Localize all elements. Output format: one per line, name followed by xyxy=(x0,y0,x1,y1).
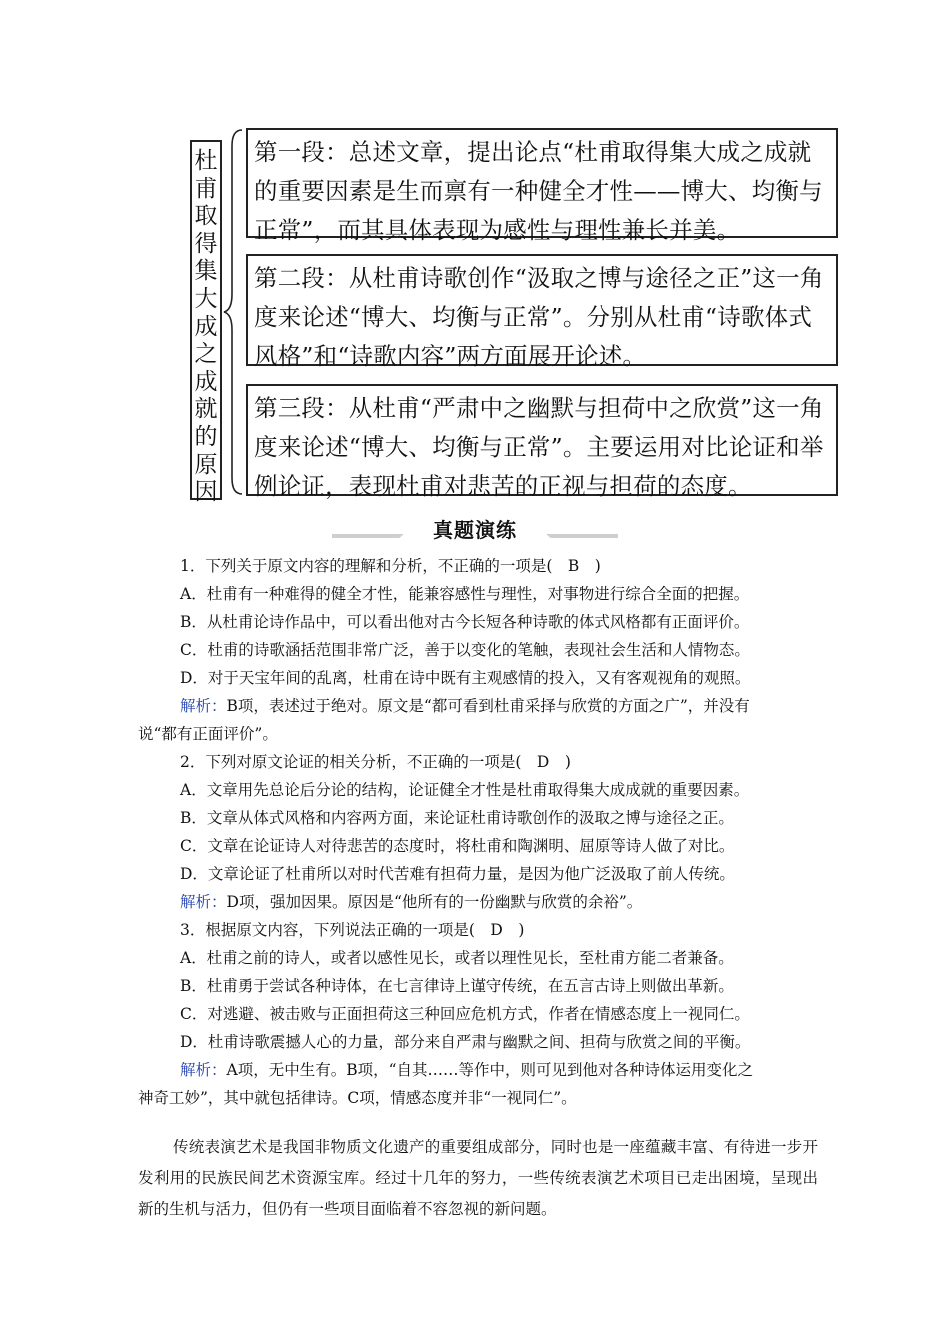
curly-brace-icon xyxy=(222,126,244,498)
explanation-label: 解析： xyxy=(180,1061,227,1079)
explanation xyxy=(138,888,818,916)
option-d: D．对于天宝年间的乱离，杜甫在诗中既有主观感情的投入，又有客观视角的观照。 xyxy=(180,669,751,687)
question-3 xyxy=(138,916,818,1112)
segment-box-1: 第一段：总述文章，提出论点“杜甫取得集大成之成就的重要因素是生而禀有一种健全才性——博大、均衡与正常”，而其具体表现为感性与理性兼长并美。 xyxy=(246,128,838,238)
option-a: A．杜甫有一种难得的健全才性，能兼容感性与理性，对事物进行综合全面的把握。 xyxy=(180,585,750,603)
section-title: 真题演练 xyxy=(433,518,517,542)
explanation-text: A项，无中生有。B项，“自其……等作中，则可见到他对各种诗体运用变化之 xyxy=(226,1061,754,1079)
question-stem: 2．下列对原文论证的相关分析，不正确的一项是( D ) xyxy=(180,753,571,771)
diagram-center-label: 杜甫取得集大成之成就的原因 xyxy=(194,148,218,506)
option-d: D．文章论证了杜甫所以对时代苦难有担荷力量，是因为他广泛汲取了前人传统。 xyxy=(180,865,735,883)
passage-paragraph: 传统表演艺术是我国非物质文化遗产的重要组成部分，同时也是一座蕴藏丰富、有待进一步开发利用的民族民间艺术资源宝库。经过十几年的努力，一些传统表演艺术项目已走出困境，呈现出新的生机与活力，但仍有一些项目面临着不容忽视的新问题。 xyxy=(138,1138,818,1218)
diagram-center-label-box xyxy=(190,140,222,506)
option-c: C．文章在论证诗人对待悲苦的态度时，将杜甫和陶渊明、屈原等诗人做了对比。 xyxy=(180,837,735,855)
option-a: A．文章用先总论后分论的结构，论证健全才性是杜甫取得集大成成就的重要因素。 xyxy=(180,781,750,799)
explanation xyxy=(138,1056,818,1084)
option-b: B．杜甫勇于尝试各种诗体，在七言律诗上谨守传统，在五言古诗上则做出革新。 xyxy=(180,977,734,995)
section-header xyxy=(330,514,620,548)
reading-passage xyxy=(138,1132,818,1225)
explanation-label: 解析： xyxy=(180,697,227,715)
explanation-text: D项，强加因果。原因是“他所有的一份幽默与欣赏的余裕”。 xyxy=(226,893,643,911)
option-b: B．从杜甫论诗作品中，可以看出他对古今长短各种诗歌的体式风格都有正面评价。 xyxy=(180,613,750,631)
segment-box-2: 第二段：从杜甫诗歌创作“汲取之博与途径之正”这一角度来论述“博大、均衡与正常”。分别从杜甫“诗歌体式风格”和“诗歌内容”两方面展开论述。 xyxy=(246,254,838,366)
option-c: C．对逃避、被击败与正面担荷这三种回应危机方式，作者在情感态度上一视同仁。 xyxy=(180,1005,750,1023)
option-a: A．杜甫之前的诗人，或者以感性见长，或者以理性见长，至杜甫方能二者兼备。 xyxy=(180,949,734,967)
question-2 xyxy=(138,748,818,916)
option-d: D．杜甫诗歌震撼人心的力量，部分来自严肃与幽默之间、担荷与欣赏之间的平衡。 xyxy=(180,1033,751,1051)
question-stem: 1．下列关于原文内容的理解和分析，不正确的一项是( B ) xyxy=(180,557,601,575)
segment-box-3: 第三段：从杜甫“严肃中之幽默与担荷中之欣赏”这一角度来论述“博大、均衡与正常”。主要运用对比论证和举例论证，表现杜甫对悲苦的正视与担荷的态度。 xyxy=(246,384,838,496)
explanation-label: 解析： xyxy=(180,893,227,911)
structure-diagram xyxy=(190,126,842,506)
question-1 xyxy=(138,552,818,748)
explanation xyxy=(138,692,818,720)
explanation-continued: 神奇工妙”，其中就包括律诗。C项，情感态度并非“一视同仁”。 xyxy=(138,1089,577,1107)
explanation-continued: 说“都有正面评价”。 xyxy=(138,725,278,743)
option-c: C．杜甫的诗歌涵括范围非常广泛，善于以变化的笔触，表现社会生活和人情物态。 xyxy=(180,641,750,659)
question-stem: 3．根据原文内容，下列说法正确的一项是( D ) xyxy=(180,921,525,939)
explanation-text: B项，表述过于绝对。原文是“都可看到杜甫采择与欣赏的方面之广”，并没有 xyxy=(226,697,750,715)
option-b: B．文章从体式风格和内容两方面，来论证杜甫诗歌创作的汲取之博与途径之正。 xyxy=(180,809,734,827)
